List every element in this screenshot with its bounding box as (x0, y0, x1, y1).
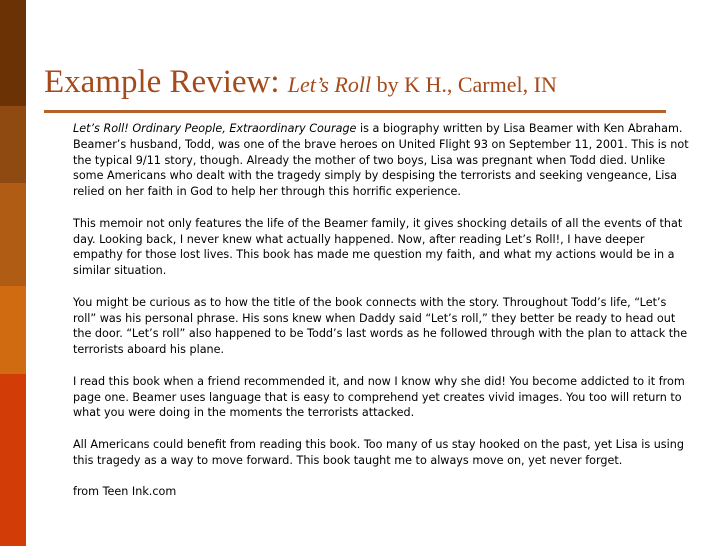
review-source (73, 484, 693, 500)
review-paragraph (73, 216, 693, 279)
title-book-name: Let’s Roll (287, 72, 372, 97)
review-paragraph (73, 121, 693, 200)
side-bar-segment (0, 286, 26, 374)
title-underline-rule (44, 110, 666, 113)
paragraph-text: You might be curious as to how the title of the book connects with the story. Throughout Todd’s life, “Let’s roll” was his personal phrase. His sons knew when Daddy said “Let’s roll,” they better be ready to head out the door. “Let’s roll” also happened to be Todd’s last words as he followed through with the plan to attack the terrorists aboard his plane. (73, 295, 688, 357)
review-paragraph (73, 295, 693, 358)
decorative-side-bar (0, 0, 26, 546)
side-bar-segment (0, 374, 26, 546)
book-full-title: Let’s Roll! Ordinary People, Extraordinary Courage (73, 122, 357, 135)
side-bar-segment (0, 183, 26, 286)
source-text: from Teen Ink.com (73, 485, 177, 499)
review-paragraph (73, 374, 693, 421)
paragraph-text: All Americans could benefit from reading this book. Too many of us stay hooked on the past, yet Lisa is using this tragedy as a way to move forward. This book taught me to always move on, yet never forget. (73, 437, 684, 467)
side-bar-segment (0, 0, 26, 106)
slide-title (44, 62, 724, 105)
review-paragraph (73, 437, 693, 469)
title-author-location: by K H., Carmel, IN (371, 72, 557, 97)
paragraph-text: I read this book when a friend recommended it, and now I know why she did! You become addicted to it from page one. Beamer uses language that is easy to comprehend yet creates vivid images. You too will return to what you were doing in the moments the terrorists attacked. (73, 374, 685, 420)
paragraph-text: is a biography written by Lisa Beamer with Ken Abraham. Beamer’s husband, Todd, was one of the brave heroes on United Flight 93 on September 11, 2001. This is not the typical 9/11 story, though. Already the mother of two boys, Lisa was pregnant when Todd died. Unlike some Americans who dealt with the tragedy simply by despising the terrorists and seeking vengeance, Lisa relied on her faith in God to help her through this horrific experience. (73, 122, 689, 199)
review-body (73, 121, 693, 500)
paragraph-text: This memoir not only features the life of the Beamer family, it gives shocking details of all the events of that day. Looking back, I never knew what actually happened. Now, after reading Let’s Roll!, I have deeper empathy for those lost lives. This book has made me question my faith, and what my actions would be in a similar situation. (73, 216, 683, 278)
side-bar-segment (0, 106, 26, 183)
title-prefix: Example Review: (44, 64, 288, 100)
